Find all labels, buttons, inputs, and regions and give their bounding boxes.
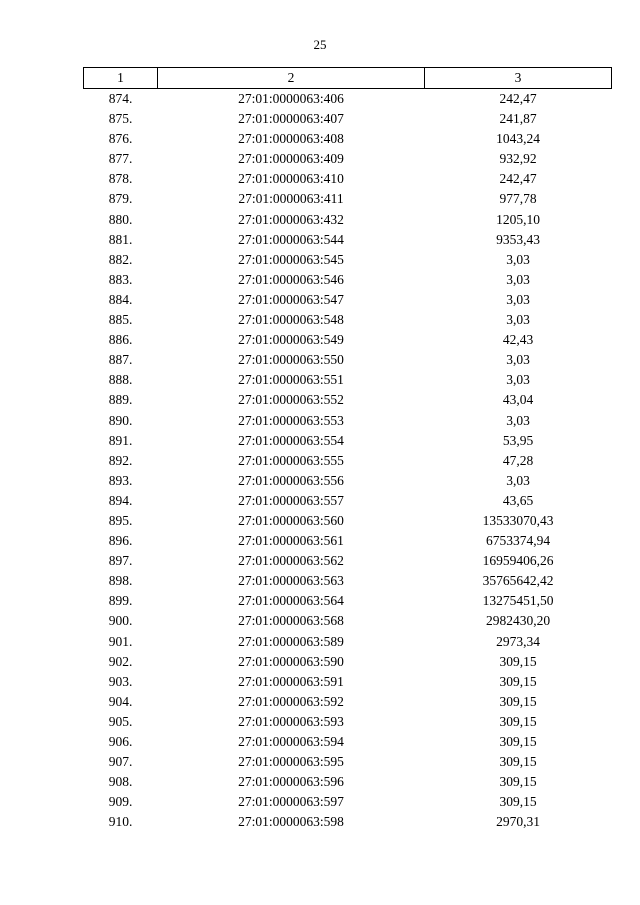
cadastral-number-cell: 27:01:0000063:406 (238, 91, 344, 106)
cadastral-number-cell: 27:01:0000063:594 (238, 734, 344, 749)
row-number-cell: 874. (108, 91, 133, 106)
value-cell: 309,15 (499, 653, 537, 669)
value-cell: 13275451,50 (482, 593, 554, 609)
row-number-cell: 905. (108, 713, 133, 729)
row-number-cell: 896. (108, 533, 133, 549)
row-number-cell: 875. (108, 111, 133, 127)
table-row (84, 169, 612, 189)
row-number-cell: 878. (108, 171, 133, 187)
cadastral-number-cell: 27:01:0000063:409 (238, 151, 344, 167)
table-row (84, 330, 612, 350)
row-number-cell: 887. (108, 352, 133, 368)
row-number-cell: 884. (108, 291, 133, 307)
cadastral-number-cell: 27:01:0000063:550 (238, 352, 344, 368)
row-number-cell: 889. (108, 392, 133, 408)
value-cell: 3,03 (506, 472, 530, 488)
row-number-cell: 894. (108, 492, 133, 508)
table-row (84, 270, 612, 290)
value-cell: 16959406,26 (482, 553, 554, 569)
cadastral-number-cell: 27:01:0000063:598 (238, 814, 344, 830)
cadastral-number-cell: 27:01:0000063:545 (238, 251, 344, 267)
value-cell: 309,15 (499, 734, 537, 749)
cadastral-number-cell: 27:01:0000063:555 (238, 452, 344, 468)
cadastral-number-cell: 27:01:0000063:595 (238, 754, 344, 770)
value-cell: 309,15 (499, 794, 537, 810)
row-number-cell: 877. (108, 151, 133, 167)
column-header-2: 2 (158, 68, 425, 89)
table-row (84, 531, 612, 551)
cadastral-number-cell: 27:01:0000063:432 (238, 211, 344, 227)
cadastral-number-cell: 27:01:0000063:546 (238, 271, 344, 287)
row-number-cell: 880. (108, 211, 133, 227)
cadastral-number-cell: 27:01:0000063:591 (238, 673, 344, 689)
row-number-cell: 890. (108, 412, 133, 428)
table-header-row (84, 68, 612, 89)
table-row (84, 551, 612, 571)
value-cell: 1205,10 (496, 211, 540, 227)
value-cell: 309,15 (499, 713, 537, 729)
cadastral-number-cell: 27:01:0000063:552 (238, 392, 344, 408)
cadastral-number-cell: 27:01:0000063:590 (238, 653, 344, 669)
value-cell: 309,15 (499, 754, 537, 770)
table-row (84, 511, 612, 531)
value-cell: 3,03 (506, 372, 530, 388)
value-cell: 242,47 (499, 171, 537, 187)
row-number-cell: 893. (108, 472, 133, 488)
row-number-cell: 902. (108, 653, 133, 669)
table-row (84, 290, 612, 310)
value-cell: 9353,43 (496, 231, 540, 247)
cadastral-number-cell: 27:01:0000063:407 (238, 111, 344, 127)
cadastral-number-cell: 27:01:0000063:408 (238, 131, 344, 147)
table-row (84, 350, 612, 370)
table-row (84, 491, 612, 511)
table-row (84, 250, 612, 270)
row-number-cell: 910. (108, 814, 133, 830)
table-row (84, 692, 612, 712)
table-row (84, 611, 612, 631)
value-cell: 53,95 (502, 432, 534, 448)
value-cell: 309,15 (499, 673, 537, 689)
cadastral-number-cell: 27:01:0000063:411 (238, 191, 344, 207)
row-number-cell: 886. (108, 332, 133, 348)
cadastral-number-cell: 27:01:0000063:561 (238, 533, 344, 549)
table-row (84, 632, 612, 652)
cadastral-number-cell: 27:01:0000063:554 (238, 432, 344, 448)
table-row (84, 89, 612, 110)
row-number-cell: 907. (108, 754, 133, 770)
page-number: 25 (313, 37, 327, 52)
cadastral-number-cell: 27:01:0000063:544 (238, 231, 344, 247)
row-number-cell: 903. (108, 673, 133, 689)
cadastral-number-cell: 27:01:0000063:592 (238, 693, 344, 709)
cadastral-number-cell: 27:01:0000063:547 (238, 291, 344, 307)
table-row (84, 370, 612, 390)
row-number-cell: 900. (108, 613, 133, 629)
value-cell: 43,04 (502, 392, 534, 408)
cadastral-number-cell: 27:01:0000063:549 (238, 332, 344, 348)
table-row (84, 230, 612, 250)
value-cell: 2973,34 (496, 633, 540, 649)
value-cell: 2982430,20 (485, 613, 551, 629)
value-cell: 47,28 (502, 452, 534, 468)
value-cell: 42,43 (502, 332, 534, 348)
value-cell: 3,03 (506, 271, 530, 287)
table-row (84, 189, 612, 209)
data-table (83, 67, 612, 832)
value-cell: 35765642,42 (482, 573, 554, 589)
table-row (84, 712, 612, 732)
value-cell: 3,03 (506, 291, 530, 307)
cadastral-number-cell: 27:01:0000063:593 (238, 713, 344, 729)
row-number-cell: 882. (108, 251, 133, 267)
row-number-cell: 885. (108, 312, 133, 328)
cadastral-number-cell: 27:01:0000063:560 (238, 512, 344, 528)
table-row (84, 210, 612, 230)
value-cell: 6753374,94 (485, 533, 551, 549)
cadastral-number-cell: 27:01:0000063:589 (238, 633, 344, 649)
table-row (84, 109, 612, 129)
table-row (84, 772, 612, 792)
value-cell: 3,03 (506, 312, 530, 328)
value-cell: 3,03 (506, 251, 530, 267)
cadastral-number-cell: 27:01:0000063:553 (238, 412, 344, 428)
table-row (84, 310, 612, 330)
row-number-cell: 906. (108, 734, 133, 749)
row-number-cell: 888. (108, 372, 133, 388)
cadastral-number-cell: 27:01:0000063:563 (238, 573, 344, 589)
cadastral-number-cell: 27:01:0000063:551 (238, 372, 344, 388)
row-number-cell: 904. (108, 693, 133, 709)
table-row (84, 411, 612, 431)
row-number-cell: 876. (108, 131, 133, 147)
row-number-cell: 901. (108, 633, 133, 649)
row-number-cell: 895. (108, 512, 133, 528)
table-row (84, 752, 612, 772)
value-cell: 309,15 (499, 774, 537, 790)
table-row (84, 591, 612, 611)
table-row (84, 732, 612, 752)
value-cell: 2970,31 (496, 814, 540, 830)
cadastral-number-cell: 27:01:0000063:564 (238, 593, 344, 609)
cadastral-number-cell: 27:01:0000063:596 (238, 774, 344, 790)
cadastral-number-cell: 27:01:0000063:562 (238, 553, 344, 569)
row-number-cell: 891. (108, 432, 133, 448)
table-row (84, 672, 612, 692)
value-cell: 241,87 (499, 111, 537, 127)
row-number-cell: 883. (108, 271, 133, 287)
cadastral-number-cell: 27:01:0000063:410 (238, 171, 344, 187)
value-cell: 43,65 (502, 492, 534, 508)
row-number-cell: 898. (108, 573, 133, 589)
cadastral-number-cell: 27:01:0000063:556 (238, 472, 344, 488)
cadastral-number-cell: 27:01:0000063:568 (238, 613, 344, 629)
value-cell: 1043,24 (496, 131, 540, 147)
row-number-cell: 899. (108, 593, 133, 609)
value-cell: 977,78 (499, 191, 537, 207)
value-cell: 13533070,43 (482, 512, 554, 528)
cadastral-number-cell: 27:01:0000063:557 (238, 492, 344, 508)
table-row (84, 390, 612, 410)
table-row (84, 571, 612, 591)
row-number-cell: 881. (108, 231, 133, 247)
cadastral-number-cell: 27:01:0000063:597 (238, 794, 344, 810)
row-number-cell: 908. (108, 774, 133, 790)
row-number-cell: 897. (108, 553, 133, 569)
value-cell: 242,47 (499, 91, 537, 106)
value-cell: 932,92 (499, 151, 537, 167)
row-number-cell: 879. (108, 191, 133, 207)
value-cell: 3,03 (506, 412, 530, 428)
table-row (84, 471, 612, 491)
cadastral-number-cell: 27:01:0000063:548 (238, 312, 344, 328)
table-row (84, 812, 612, 832)
table-row (84, 149, 612, 169)
table-body (84, 89, 612, 833)
row-number-cell: 909. (108, 794, 133, 810)
value-cell: 309,15 (499, 693, 537, 709)
row-number-cell: 892. (108, 452, 133, 468)
table-row (84, 129, 612, 149)
table-row (84, 792, 612, 812)
column-header-3: 3 (425, 68, 612, 89)
value-cell: 3,03 (506, 352, 530, 368)
table-row (84, 652, 612, 672)
column-header-1: 1 (84, 68, 158, 89)
table-row (84, 451, 612, 471)
table-row (84, 431, 612, 451)
